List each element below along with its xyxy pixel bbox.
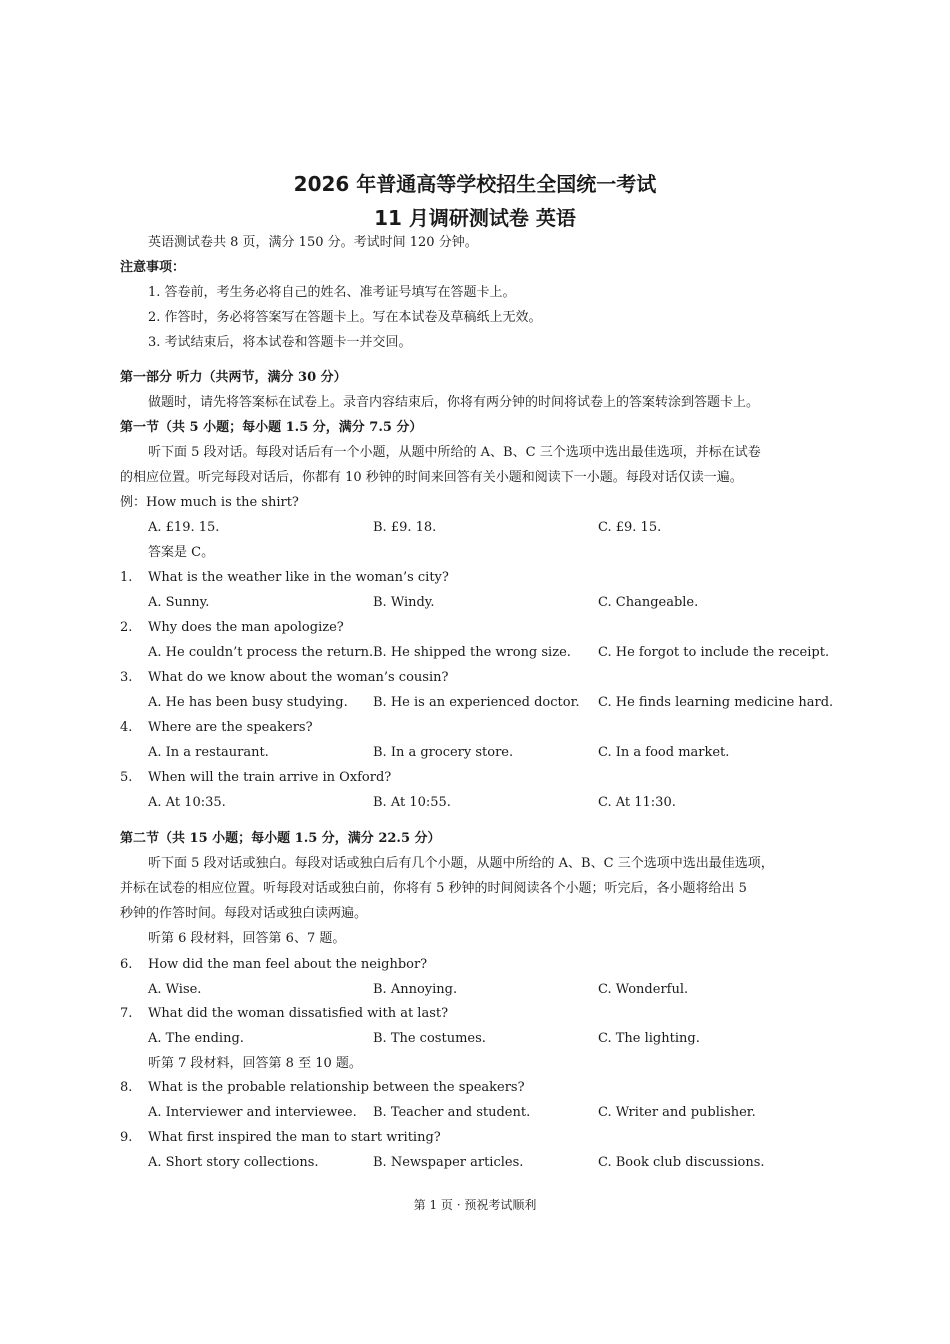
option-a: A. Wise. [148,982,202,997]
example-option-b: B. £9. 18. [373,520,437,535]
material-note: 听第 6 段材料，回答第 6、7 题。 [148,931,346,946]
question-text: Why does the man apologize? [148,620,344,635]
option-c: C. At 11:30. [598,795,676,810]
question-text: Where are the speakers? [148,720,313,735]
question-number: 9. [120,1130,133,1145]
section1-instruction: 的相应位置。听完每段对话后，你都有 10 秒钟的时间来回答有关小题和阅读下一小题。每段对话仅读一遍。 [120,470,743,485]
part1-instruction: 做题时，请先将答案标在试卷上。录音内容结束后，你将有两分钟的时间将试卷上的答案转涂到答题卡上。 [148,395,760,410]
option-a: A. The ending. [148,1031,244,1046]
option-c: C. Wonderful. [598,982,689,997]
example-answer: 答案是 C。 [148,545,215,560]
option-c: C. In a food market. [598,745,730,760]
material-note: 听第 7 段材料，回答第 8 至 10 题。 [148,1056,362,1071]
option-a: A. At 10:35. [148,795,226,810]
example-option-c: C. £9. 15. [598,520,662,535]
option-a: A. In a restaurant. [148,745,269,760]
option-c: C. Writer and publisher. [598,1105,756,1120]
question-number: 7. [120,1006,133,1021]
question-text: What first inspired the man to start writing? [148,1130,441,1145]
question-number: 1. [120,570,133,585]
section2-heading: 第二节（共 15 小题；每小题 1.5 分，满分 22.5 分） [120,831,441,846]
question-number: 5. [120,770,133,785]
question-number: 8. [120,1080,133,1095]
option-c: C. He forgot to include the receipt. [598,645,830,660]
notice-item: 2. 作答时，务必将答案写在答题卡上。写在本试卷及草稿纸上无效。 [148,310,542,325]
question-text: What did the woman dissatisfied with at last? [148,1006,449,1021]
option-b: B. Newspaper articles. [373,1155,524,1170]
section2-instruction: 听下面 5 段对话或独白。每段对话或独白后有几个小题，从题中所给的 A、B、C 三个选项中选出最佳选项， [148,856,774,871]
example-option-a: A. £19. 15. [148,520,220,535]
exam-title: 2026 年普通高等学校招生全国统一考试 [293,172,657,196]
question-text: When will the train arrive in Oxford? [148,770,392,785]
page-footer: 第 1 页 · 预祝考试顺利 [413,1198,537,1212]
option-b: B. He is an experienced doctor. [373,695,580,710]
example-question: 例：How much is the shirt? [120,495,299,510]
notice-heading: 注意事项： [120,260,186,275]
question-number: 4. [120,720,133,735]
question-text: What is the weather like in the woman’s city? [148,570,449,585]
section2-instruction: 并标在试卷的相应位置。听每段对话或独白前，你将有 5 秒钟的时间阅读各个小题；听完后，各小题将给出 5 [120,881,747,896]
option-b: B. At 10:55. [373,795,451,810]
question-text: What is the probable relationship between the speakers? [148,1080,525,1095]
exam-subtitle: 11 月调研测试卷 英语 [374,206,576,230]
option-a: A. He has been busy studying. [148,695,348,710]
option-a: A. He couldn’t process the return. [148,645,374,660]
option-a: A. Short story collections. [148,1155,319,1170]
option-a: A. Sunny. [148,595,210,610]
notice-item: 1. 答卷前，考生务必将自己的姓名、准考证号填写在答题卡上。 [148,285,516,300]
intro-text: 英语测试卷共 8 页，满分 150 分。考试时间 120 分钟。 [148,235,478,250]
question-number: 3. [120,670,133,685]
option-c: C. Book club discussions. [598,1155,765,1170]
question-number: 6. [120,957,133,972]
section2-instruction: 秒钟的作答时间。每段对话或独白读两遍。 [120,906,368,921]
question-number: 2. [120,620,133,635]
option-b: B. The costumes. [373,1031,486,1046]
part1-heading: 第一部分 听力（共两节，满分 30 分） [120,370,347,385]
option-c: C. The lighting. [598,1031,700,1046]
section1-heading: 第一节（共 5 小题；每小题 1.5 分，满分 7.5 分） [120,420,423,435]
notice-item: 3. 考试结束后，将本试卷和答题卡一并交回。 [148,335,412,350]
option-c: C. He finds learning medicine hard. [598,695,834,710]
option-b: B. He shipped the wrong size. [373,645,571,660]
option-b: B. In a grocery store. [373,745,514,760]
option-a: A. Interviewer and interviewee. [148,1105,357,1120]
section1-instruction: 听下面 5 段对话。每段对话后有一个小题，从题中所给的 A、B、C 三个选项中选出最佳选项，并标在试卷 [148,445,761,460]
option-b: B. Teacher and student. [373,1105,531,1120]
question-text: How did the man feel about the neighbor? [148,957,428,972]
question-text: What do we know about the woman’s cousin? [148,670,449,685]
option-b: B. Annoying. [373,982,458,997]
option-c: C. Changeable. [598,595,699,610]
option-b: B. Windy. [373,595,435,610]
